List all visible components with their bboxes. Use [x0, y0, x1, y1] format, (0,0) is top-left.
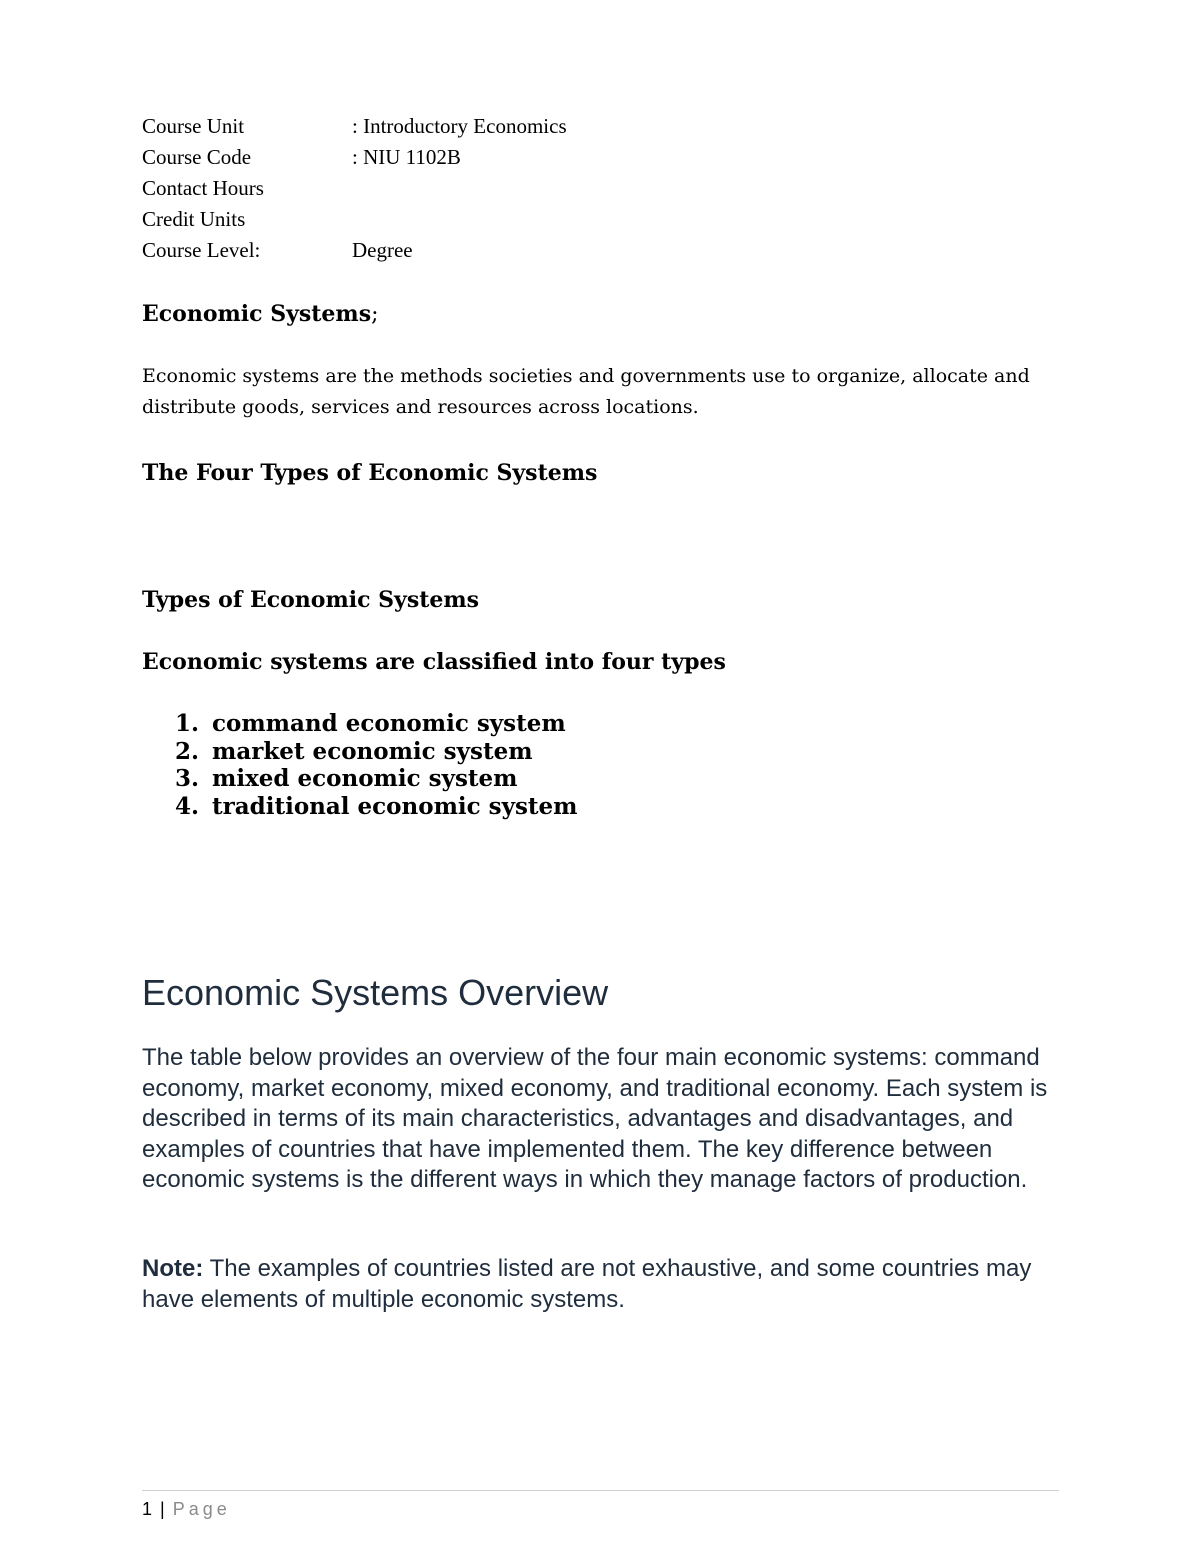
economic-systems-heading-text: Economic Systems: [142, 301, 372, 327]
contact-hours-label: Contact Hours: [142, 176, 264, 200]
course-code-value: : NIU 1102B: [352, 145, 461, 169]
list-item: [175, 738, 578, 766]
list-item-label: command economic system: [212, 710, 566, 737]
list-item-number: 3.: [175, 765, 200, 792]
list-item: [175, 793, 578, 821]
list-item: [175, 710, 578, 738]
classified-heading: Economic systems are classified into four types: [142, 649, 726, 675]
footer-divider: [142, 1490, 1059, 1491]
note-paragraph: [142, 1253, 1082, 1315]
economic-systems-heading: [142, 298, 379, 331]
list-item-label: mixed economic system: [212, 765, 518, 792]
definition-paragraph: Economic systems are the methods societies and governments use to organize, allocate and distribute goods, services and resources across locations.: [142, 365, 1030, 418]
course-level-value: Degree: [352, 238, 413, 262]
course-unit-value: : Introductory Economics: [352, 114, 567, 138]
footer-separator: |: [160, 1499, 165, 1519]
list-item-number: 4.: [175, 792, 200, 820]
page-number: 1: [142, 1499, 153, 1519]
course-level-label: Course Level:: [142, 238, 261, 262]
course-code-label: Course Code: [142, 145, 252, 169]
overview-paragraph: The table below provides an overview of the four main economic systems: command economy, market economy, mixed economy, and traditional economy. Each system is described in terms of its main characteristics, advantages and disadvantages, and examples of countries that have implemented them. The key difference between economic systems is the different ways in which they manage factors of production.: [142, 1044, 1048, 1193]
list-item-label: market economic system: [212, 737, 533, 765]
page-footer: [142, 1496, 231, 1522]
overview-title: Economic Systems Overview: [142, 972, 609, 1013]
list-item: [175, 765, 578, 793]
page-word: Page: [172, 1499, 231, 1519]
four-types-heading: The Four Types of Economic Systems: [142, 460, 598, 486]
credit-units-label: Credit Units: [142, 207, 246, 231]
course-unit-label: Course Unit: [142, 114, 245, 138]
list-item-number: 2.: [175, 737, 200, 765]
economic-systems-heading-suffix: ;: [371, 302, 379, 327]
types-heading: Types of Economic Systems: [142, 587, 480, 613]
economic-types-list: [175, 710, 578, 820]
note-text: The examples of countries listed are not exhaustive, and some countries may have elements of multiple economic systems.: [142, 1255, 1032, 1313]
list-item-label: traditional economic system: [212, 792, 578, 820]
list-item-number: 1.: [175, 710, 200, 737]
note-label: Note:: [142, 1255, 204, 1282]
